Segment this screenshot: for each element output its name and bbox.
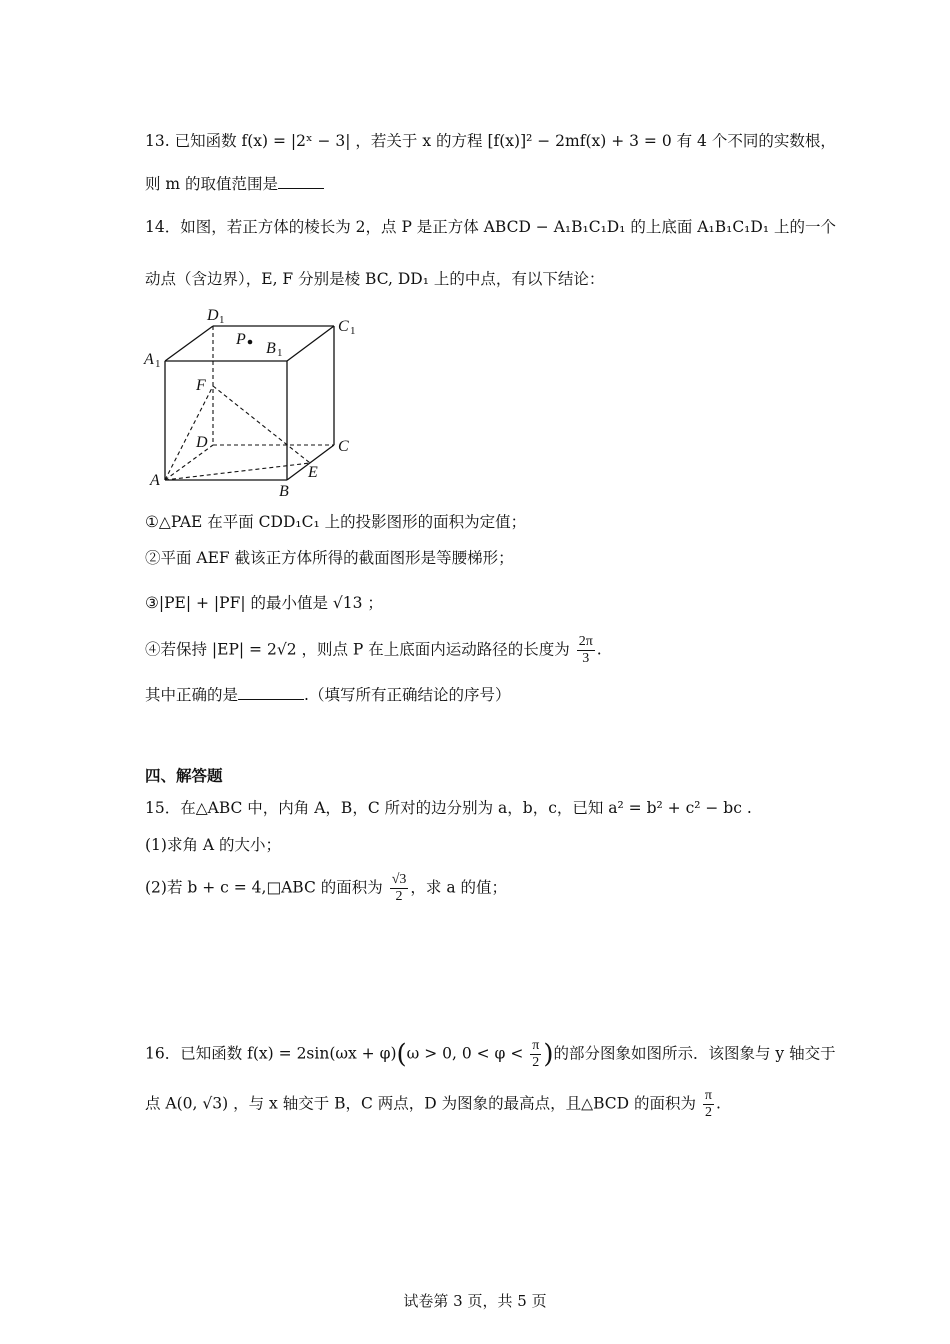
q16-line2: 点 A(0, √3) ，与 x 轴交于 B，C 两点，D 为图象的最高点，且△BCD 的面积为 $\frac{\pi}{2}$ . — [145, 1088, 721, 1120]
fraction-sqrt3-2: $\frac{√3}{2}$ — [391, 872, 407, 904]
q15-line1: 15．在△ABC 中，内角 A，B，C 所对的边分别为 a，b，c，已知 a² = b² + c² − bc . — [145, 799, 752, 817]
q14-statement-3: ③|PE| + |PF| 的最小值是 √13 ； — [145, 594, 383, 612]
point-P — [248, 340, 253, 345]
edge-B1-C1 — [287, 326, 334, 361]
svg-text:1: 1 — [350, 325, 356, 337]
label-F: F — [196, 377, 206, 394]
q13-line2 — [145, 173, 324, 195]
edge-D1-A1 — [165, 326, 213, 361]
cube-figure — [140, 300, 370, 505]
label-D1: D — [207, 307, 219, 324]
label-D: D — [196, 434, 208, 451]
q14-s4-text: ④若保持 |EP| = 2√2 ，则点 P 在上底面内运动路径的长度为 — [145, 640, 570, 659]
q14-line2: 动点（含边界），E, F 分别是棱 BC, DD₁ 上的中点，有以下结论： — [145, 270, 605, 288]
svg-text:1: 1 — [277, 347, 283, 359]
q14-statement-1: ①△PAE 在平面 CDD₁C₁ 上的投影图形的面积为定值； — [145, 513, 527, 531]
q13-line2-text: 则 m 的取值范围是 — [145, 175, 279, 193]
answer-blank[interactable] — [278, 174, 324, 189]
svg-text:1: 1 — [219, 314, 225, 326]
q15-part2: (2)若 b + c = 4,□ABC 的面积为 $\frac{√3}{2}$ ，求 a 的值； — [145, 872, 507, 904]
page-footer: 试卷第 3 页，共 5 页 — [403, 1292, 547, 1310]
q15-part1: (1)求角 A 的大小； — [145, 836, 282, 854]
label-C: C — [338, 438, 349, 455]
label-E: E — [308, 464, 318, 481]
q14-statement-4: ④若保持 |EP| = 2√2 ，则点 P 在上底面内运动路径的长度为 $\frac{2\pi}{3}$ . — [145, 634, 602, 666]
q14-statement-2: ②平面 AEF 截该正方体所得的截面图形是等腰梯形； — [145, 549, 514, 567]
segment-F-E — [213, 386, 310, 463]
fraction-pi-2b: $\frac{\pi}{2}$ — [704, 1088, 712, 1120]
section-title: 四、解答题 — [145, 766, 223, 785]
segment-A-F — [165, 386, 213, 480]
q14-line1: 14．如图，若正方体的棱长为 2，点 P 是正方体 ABCD − A₁B₁C₁D₁ 的上底面 A₁B₁C₁D₁ 上的一个 — [145, 218, 836, 236]
answer-blank[interactable] — [238, 685, 304, 700]
label-C1: C — [338, 318, 349, 335]
fraction-pi-2: $\frac{\pi}{2}$ — [532, 1038, 540, 1070]
q14-answer-line: 其中正确的是 .（填写所有正确结论的序号） — [145, 686, 511, 704]
svg-text:1: 1 — [155, 358, 161, 370]
q13-line1: 13. 已知函数 f(x) = |2ˣ − 3| ，若关于 x 的方程 [f(x)]² − 2mf(x) + 3 = 0 有 4 个不同的实数根， — [145, 132, 836, 150]
label-P: P — [236, 331, 246, 348]
q16-line1: 16．已知函数 f(x) = 2sin(ωx + φ)(ω > 0, 0 < φ < $\frac{\pi}{2}$ )的部分图象如图所示．该图象与 y 轴交于 — [145, 1038, 836, 1070]
label-A: A — [150, 472, 160, 489]
label-B1: B — [266, 340, 276, 357]
label-A1: A — [144, 351, 154, 368]
segment-A-E — [165, 463, 310, 480]
label-B: B — [279, 483, 289, 500]
fraction-2pi-3: $\frac{2\pi}{3}$ — [578, 634, 593, 666]
